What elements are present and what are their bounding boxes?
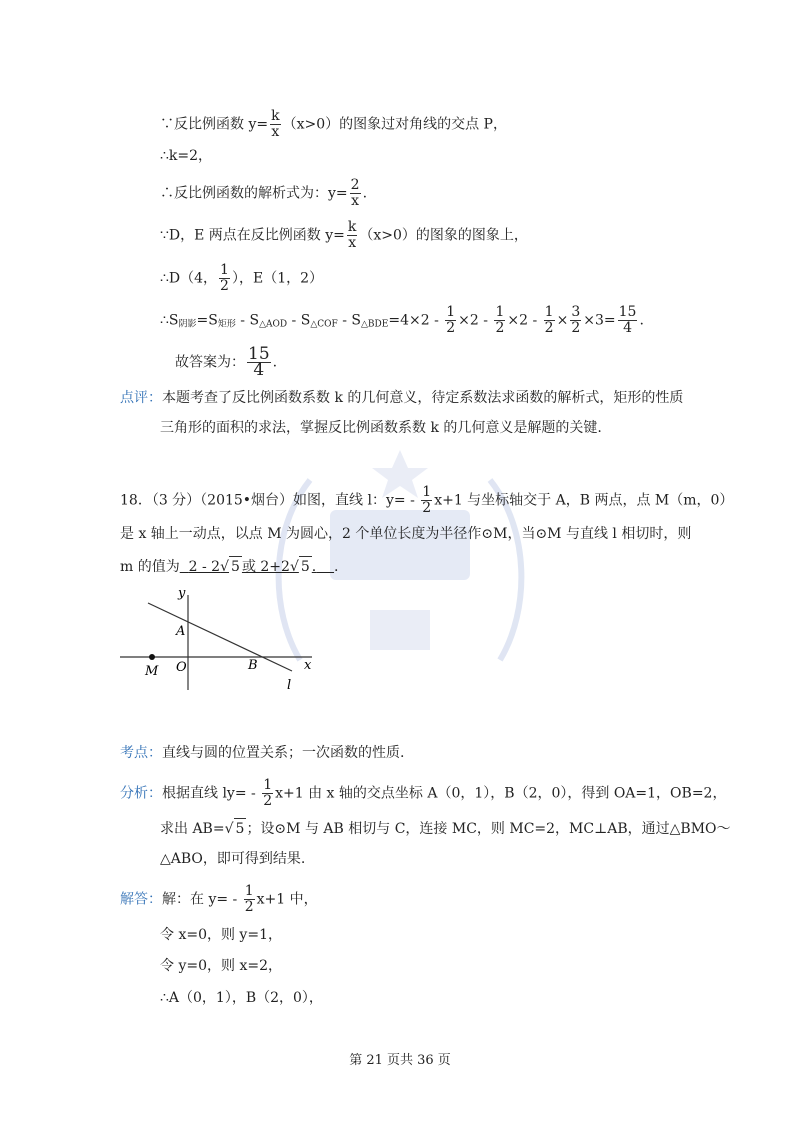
- fenxi-line2: 求出 AB=√ 5 ；设⊙M 与 AB 相切与 C，连接 MC，则 MC=2，MC⊥AB，通过△BMO～: [160, 818, 731, 839]
- label-y: y: [178, 586, 186, 601]
- question-18: 18．（3 分）（2015•烟台）如图，直线 l：y= - $\frac{1}{2}$ x+1 与坐标轴交于 A，B 两点，点 M（m，0）: [120, 484, 734, 516]
- question-18-line2: 是 x 轴上一动点，以点 M 为圆心，2 个单位长度为半径作⊙M，当⊙M 与直线 l 相切时，则: [120, 526, 692, 542]
- label-l: l: [287, 678, 292, 693]
- page-footer: 第 21 页共 36 页: [349, 1053, 451, 1068]
- question-18-answer: m 的值为 2 - 2√ 5 或 2+2√ 5 . .: [120, 556, 339, 577]
- label-O: O: [176, 660, 187, 675]
- text-line: ∴k=2，: [160, 148, 213, 164]
- label-M: M: [145, 664, 159, 679]
- kaodian-line: 考点：直线与圆的位置关系；一次函数的性质.: [120, 745, 405, 761]
- solution-line: 令 y=0，则 x=2，: [160, 958, 282, 974]
- label-x: x: [304, 658, 312, 673]
- text-line: ∴D（4， $\frac{1}{2}$ ），E（1，2）: [160, 262, 324, 294]
- comment-label: 点评：: [120, 390, 162, 406]
- fenxi-line3: △ABO，即可得到结果.: [160, 851, 306, 867]
- coordinate-figure: [120, 585, 320, 695]
- jieda-label: 解答：: [120, 891, 162, 908]
- text-line: ∵D，E 两点在反比例函数 y= $\frac{k}{x}$ （x>0）的图象的图象上，: [160, 219, 528, 251]
- kaodian-label: 考点：: [120, 745, 162, 761]
- text-line: ∵反比例函数 y= $\frac{k}{x}$ （x>0）的图象过对角线的交点 P，: [160, 108, 507, 140]
- label-A: A: [176, 624, 186, 639]
- jieda-line: 解答：解：在 y= - $\frac{1}{2}$ x+1 中，: [120, 883, 318, 915]
- point-M: [149, 654, 155, 660]
- label-B: B: [248, 658, 258, 673]
- line-l: [148, 603, 292, 671]
- fenxi-label: 分析：: [120, 785, 162, 802]
- area-formula: $\therefore S_{阴影}=S_{矩形} - S_{\triangle AOD} - S_{\triangle COF} - S_{\triangle BDE}=4\times 2$ - $\frac{1}{2}$ ×2 - $\frac{1}{2}$ ×2 - $\frac{1}{2}$ × $\frac{3}{2}$ ×3= $\frac{15}{4}$ .: [160, 304, 644, 336]
- text-line: ∴反比例函数的解析式为：y= $\frac{2}{x}$ .: [160, 177, 368, 209]
- answer-blank: 2 - 2√ 5 或 2+2√ 5 .: [180, 559, 334, 575]
- solution-line: ∴A（0，1），B（2，0），: [160, 990, 323, 1006]
- answer-line: 故答案为： $\frac{15}{4}$ .: [175, 344, 278, 380]
- comment-line: 三角形的面积的求法，掌握反比例函数系数 k 的几何意义是解题的关键.: [160, 420, 602, 436]
- solution-line: 令 x=0，则 y=1，: [160, 927, 282, 943]
- fenxi-line: 分析：根据直线 ly= - $\frac{1}{2}$ x+1 由 x 轴的交点坐标 A（0，1），B（2，0），得到 OA=1，OB=2，: [120, 777, 727, 809]
- comment-line: 点评：本题考查了反比例函数系数 k 的几何意义，待定系数法求函数的解析式，矩形的性质: [120, 390, 684, 406]
